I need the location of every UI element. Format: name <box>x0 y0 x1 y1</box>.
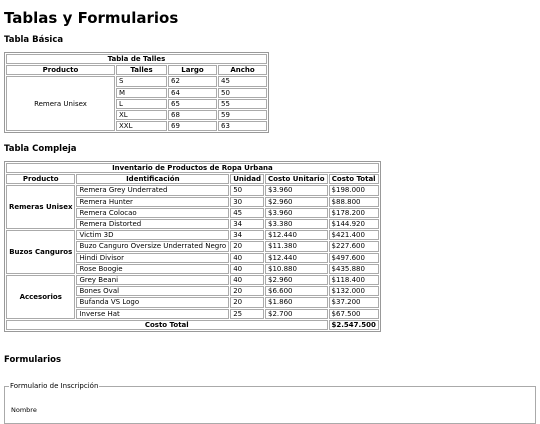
basic-table-header-row <box>6 65 267 75</box>
basic-table-caption: Tabla de Talles <box>6 54 267 64</box>
complex-cell: $421.400 <box>329 230 379 240</box>
basic-cell: 59 <box>218 110 267 120</box>
complex-cell: $88.800 <box>329 197 379 207</box>
basic-cell: 64 <box>168 88 217 98</box>
complex-cell: $37.200 <box>329 297 379 307</box>
table-row <box>6 230 379 240</box>
complex-cell: Remera Colocao <box>76 208 229 218</box>
complex-table-heading: Tabla Compleja <box>4 144 77 154</box>
complex-cell: $10.880 <box>265 264 328 274</box>
basic-table-heading: Tabla Básica <box>4 35 64 45</box>
name-field-label: Nombre <box>11 406 37 414</box>
basic-table <box>4 52 269 133</box>
complex-cell: $144.920 <box>329 219 379 229</box>
complex-header-costo-total: Costo Total <box>329 174 379 184</box>
complex-cell: Bones Oval <box>76 286 229 296</box>
complex-total-value: $2.547.500 <box>329 320 379 330</box>
table-row <box>6 185 379 195</box>
complex-cell: Victim 3D <box>76 230 229 240</box>
table-row <box>6 275 379 285</box>
basic-cell: 62 <box>168 76 217 86</box>
basic-cell: 68 <box>168 110 217 120</box>
complex-cell: 45 <box>230 208 264 218</box>
registration-form-legend: Formulario de Inscripción <box>10 382 99 390</box>
complex-group-cell: Remeras Unisex <box>6 185 75 229</box>
complex-cell: 40 <box>230 264 264 274</box>
complex-table-header-row <box>6 174 379 184</box>
complex-cell: 34 <box>230 230 264 240</box>
complex-table-caption: Inventario de Productos de Ropa Urbana <box>6 163 379 173</box>
basic-cell: S <box>116 76 167 86</box>
complex-cell: $227.600 <box>329 241 379 251</box>
basic-cell: 55 <box>218 99 267 109</box>
complex-cell: $2.700 <box>265 309 328 319</box>
table-row <box>6 76 267 86</box>
complex-cell: $12.440 <box>265 230 328 240</box>
complex-cell: 20 <box>230 297 264 307</box>
complex-header-identificacion: Identificación <box>76 174 229 184</box>
basic-cell: 65 <box>168 99 217 109</box>
complex-cell: $3.960 <box>265 208 328 218</box>
basic-cell: 45 <box>218 76 267 86</box>
basic-cell: 69 <box>168 121 217 131</box>
complex-cell: Remera Hunter <box>76 197 229 207</box>
basic-header-ancho: Ancho <box>218 65 267 75</box>
complex-cell: $435.880 <box>329 264 379 274</box>
basic-cell: XL <box>116 110 167 120</box>
basic-cell: 50 <box>218 88 267 98</box>
complex-cell: Remera Distorted <box>76 219 229 229</box>
complex-cell: 50 <box>230 185 264 195</box>
forms-heading: Formularios <box>4 355 62 365</box>
complex-cell: 30 <box>230 197 264 207</box>
complex-total-row <box>6 320 379 330</box>
complex-cell: $178.200 <box>329 208 379 218</box>
complex-group-cell: Buzos Canguros <box>6 230 75 274</box>
complex-cell: 20 <box>230 286 264 296</box>
complex-cell: $1.860 <box>265 297 328 307</box>
complex-cell: Buzo Canguro Oversize Underrated Negro <box>76 241 229 251</box>
complex-cell: Remera Grey Underrated <box>76 185 229 195</box>
basic-header-talles: Talles <box>116 65 167 75</box>
complex-cell: Inverse Hat <box>76 309 229 319</box>
basic-product-cell: Remera Unisex <box>6 76 115 131</box>
complex-cell: $67.500 <box>329 309 379 319</box>
complex-cell: $3.960 <box>265 185 328 195</box>
complex-header-costo-unitario: Costo Unitario <box>265 174 328 184</box>
complex-header-unidad: Unidad <box>230 174 264 184</box>
complex-cell: $198.000 <box>329 185 379 195</box>
page-title: Tablas y Formularios <box>4 9 179 27</box>
complex-cell: Bufanda VS Logo <box>76 297 229 307</box>
complex-cell: $132.000 <box>329 286 379 296</box>
basic-cell: M <box>116 88 167 98</box>
complex-cell: $118.400 <box>329 275 379 285</box>
complex-group-cell: Accesorios <box>6 275 75 319</box>
basic-header-producto: Producto <box>6 65 115 75</box>
complex-cell: $12.440 <box>265 253 328 263</box>
complex-cell: 20 <box>230 241 264 251</box>
complex-cell: $11.380 <box>265 241 328 251</box>
complex-cell: 34 <box>230 219 264 229</box>
complex-cell: Grey Beani <box>76 275 229 285</box>
complex-header-producto: Producto <box>6 174 75 184</box>
complex-cell: 40 <box>230 275 264 285</box>
complex-cell: $3.380 <box>265 219 328 229</box>
registration-form <box>4 382 536 424</box>
complex-cell: 40 <box>230 253 264 263</box>
complex-cell: Hindi Divisor <box>76 253 229 263</box>
complex-cell: $497.600 <box>329 253 379 263</box>
complex-cell: $2.960 <box>265 275 328 285</box>
basic-cell: 63 <box>218 121 267 131</box>
complex-cell: $6.600 <box>265 286 328 296</box>
complex-total-label: Costo Total <box>6 320 328 330</box>
complex-cell: 25 <box>230 309 264 319</box>
basic-cell: XXL <box>116 121 167 131</box>
basic-cell: L <box>116 99 167 109</box>
basic-header-largo: Largo <box>168 65 217 75</box>
complex-cell: Rose Boogie <box>76 264 229 274</box>
complex-cell: $2.960 <box>265 197 328 207</box>
complex-table <box>4 161 381 332</box>
